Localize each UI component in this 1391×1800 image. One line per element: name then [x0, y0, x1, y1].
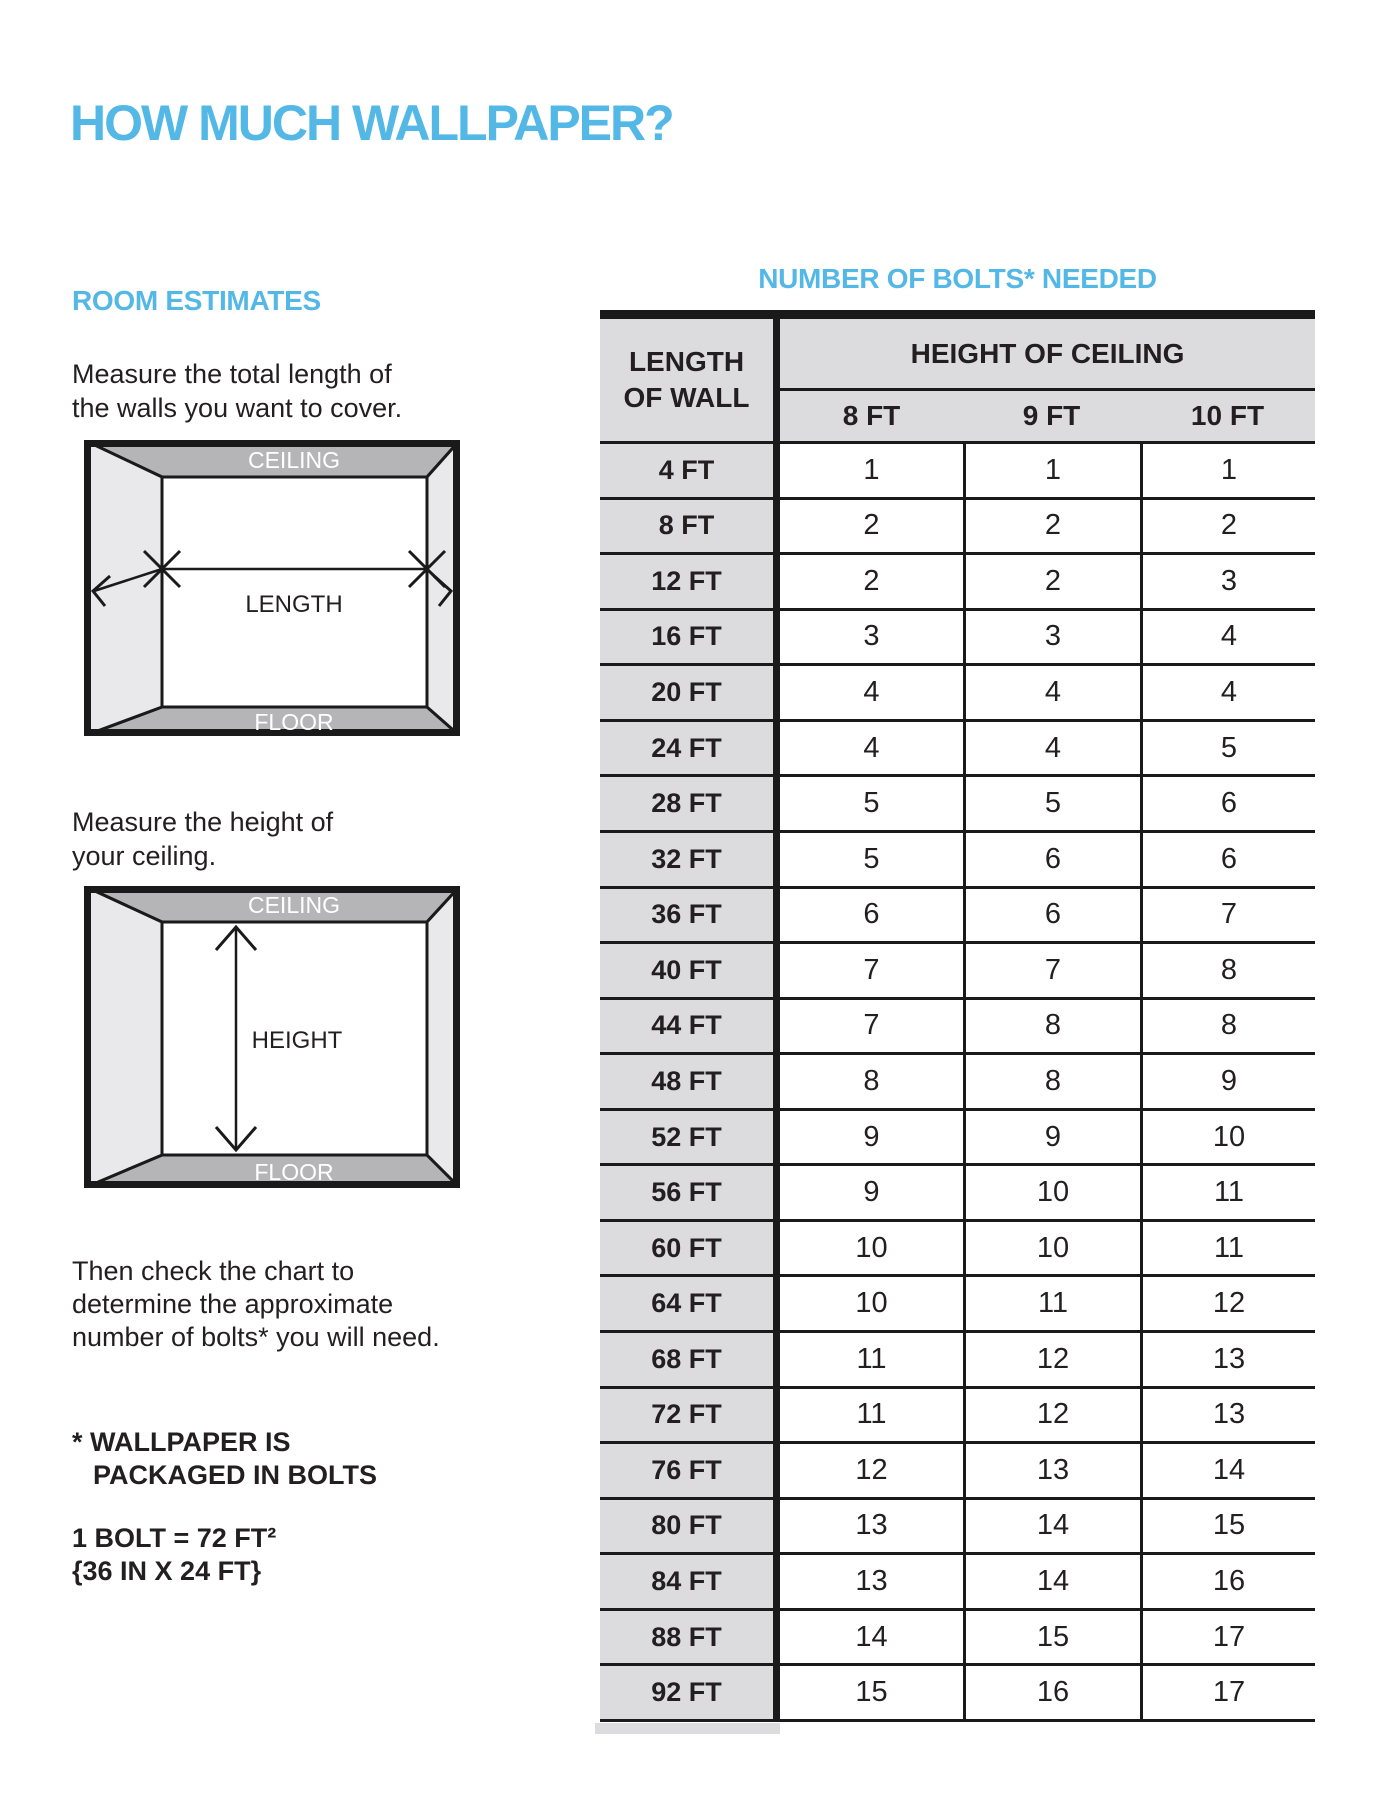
- row-header-wall-length: 8 FT: [600, 500, 780, 556]
- row-header-wall-length: 48 FT: [600, 1055, 780, 1111]
- bolt-count-cell: 10: [780, 1277, 963, 1333]
- bolt-count-cell: 13: [963, 1444, 1140, 1500]
- bolt-count-cell: 15: [780, 1666, 963, 1722]
- column-header-8ft: 8 FT: [780, 391, 963, 444]
- bolt-count-cell: 6: [1140, 833, 1315, 889]
- footnote-line: PACKAGED IN BOLTS: [93, 1460, 378, 1490]
- bolt-count-cell: 7: [963, 944, 1140, 1000]
- instruction-line: Measure the height of: [72, 807, 334, 837]
- bolt-count-cell: 14: [1140, 1444, 1315, 1500]
- bolt-count-cell: 10: [1140, 1111, 1315, 1167]
- instruction-check-chart: [72, 1255, 440, 1354]
- bolt-count-cell: 6: [1140, 777, 1315, 833]
- bolt-count-cell: 13: [780, 1500, 963, 1556]
- row-header-wall-length: 72 FT: [600, 1389, 780, 1445]
- bolt-count-cell: 1: [1140, 444, 1315, 500]
- bolt-count-cell: 11: [963, 1277, 1140, 1333]
- bolt-count-cell: 3: [963, 611, 1140, 667]
- table-heading: NUMBER OF BOLTS* NEEDED: [758, 263, 1157, 294]
- footnote-line: * WALLPAPER IS: [72, 1427, 291, 1457]
- group-header-height-of-ceiling: HEIGHT OF CEILING: [780, 319, 1315, 391]
- bolt-count-cell: 11: [780, 1333, 963, 1389]
- bolt-count-cell: 6: [780, 889, 963, 945]
- bolt-count-cell: 16: [963, 1666, 1140, 1722]
- bolt-equivalence: 1 BOLT = 72 FT²: [72, 1523, 277, 1553]
- instruction-line: number of bolts* you will need.: [72, 1322, 440, 1352]
- bolt-count-cell: 13: [1140, 1333, 1315, 1389]
- column-header-9ft: 9 FT: [963, 391, 1140, 444]
- row-header-wall-length: 20 FT: [600, 666, 780, 722]
- page-title: HOW MUCH WALLPAPER?: [70, 94, 673, 151]
- bolt-count-cell: 8: [963, 1000, 1140, 1056]
- bolt-count-cell: 10: [780, 1222, 963, 1278]
- row-header-wall-length: 44 FT: [600, 1000, 780, 1056]
- row-header-wall-length: 40 FT: [600, 944, 780, 1000]
- bolt-count-cell: 12: [963, 1389, 1140, 1445]
- floor-label: FLOOR: [254, 1159, 334, 1185]
- bolt-count-cell: 4: [963, 722, 1140, 778]
- height-label: HEIGHT: [251, 1027, 343, 1054]
- instruction-line: determine the approximate: [72, 1289, 394, 1319]
- bolt-count-cell: 12: [780, 1444, 963, 1500]
- length-label: LENGTH: [245, 591, 343, 618]
- bolt-count-cell: 5: [780, 777, 963, 833]
- bolt-count-cell: 9: [780, 1166, 963, 1222]
- room-length-diagram: [84, 440, 460, 736]
- bolt-count-cell: 8: [963, 1055, 1140, 1111]
- bolt-count-cell: 2: [780, 555, 963, 611]
- bolt-count-cell: 8: [1140, 944, 1315, 1000]
- bolt-count-cell: 4: [1140, 666, 1315, 722]
- bolt-count-cell: 1: [963, 444, 1140, 500]
- bolt-count-cell: 2: [780, 500, 963, 556]
- section-heading-room-estimates: ROOM ESTIMATES: [72, 285, 321, 317]
- footnote-wallpaper-bolts: [72, 1426, 377, 1492]
- row-header-wall-length: 36 FT: [600, 889, 780, 945]
- instruction-line: Then check the chart to: [72, 1256, 355, 1286]
- bolt-count-cell: 7: [1140, 889, 1315, 945]
- bolt-count-cell: 13: [1140, 1389, 1315, 1445]
- bolt-count-cell: 7: [780, 1000, 963, 1056]
- table-shadow: [595, 1723, 780, 1734]
- bolt-count-cell: 16: [1140, 1555, 1315, 1611]
- bolt-count-cell: 5: [963, 777, 1140, 833]
- row-header-wall-length: 80 FT: [600, 1500, 780, 1556]
- left-wall: [84, 886, 162, 1188]
- bolt-count-cell: 11: [780, 1389, 963, 1445]
- instruction-measure-length: [72, 357, 402, 425]
- row-header-wall-length: 16 FT: [600, 611, 780, 667]
- bolts-table: [600, 310, 1315, 1722]
- bolt-size-info: [72, 1522, 276, 1588]
- bolt-count-cell: 10: [963, 1222, 1140, 1278]
- bolt-count-cell: 11: [1140, 1222, 1315, 1278]
- bolt-count-cell: 2: [963, 555, 1140, 611]
- bolt-count-cell: 14: [963, 1500, 1140, 1556]
- bolt-count-cell: 5: [1140, 722, 1315, 778]
- instruction-line: your ceiling.: [72, 841, 217, 871]
- bolt-count-cell: 10: [963, 1166, 1140, 1222]
- bolt-count-cell: 4: [963, 666, 1140, 722]
- bolt-count-cell: 12: [1140, 1277, 1315, 1333]
- bolt-count-cell: 11: [1140, 1166, 1315, 1222]
- row-header-wall-length: 52 FT: [600, 1111, 780, 1167]
- corner-header-length-of-wall: LENGTH OF WALL: [600, 319, 780, 444]
- column-header-10ft: 10 FT: [1140, 391, 1315, 444]
- bolt-count-cell: 8: [780, 1055, 963, 1111]
- bolt-count-cell: 3: [1140, 555, 1315, 611]
- bolt-count-cell: 4: [780, 666, 963, 722]
- row-header-wall-length: 68 FT: [600, 1333, 780, 1389]
- room-height-diagram: [84, 886, 460, 1188]
- bolt-count-cell: 6: [963, 833, 1140, 889]
- bolt-dimensions: {36 IN X 24 FT}: [72, 1556, 262, 1586]
- bolt-count-cell: 4: [1140, 611, 1315, 667]
- ceiling-label: CEILING: [247, 447, 341, 473]
- row-header-wall-length: 28 FT: [600, 777, 780, 833]
- bolt-count-cell: 14: [963, 1555, 1140, 1611]
- bolt-count-cell: 14: [780, 1611, 963, 1667]
- row-header-wall-length: 88 FT: [600, 1611, 780, 1667]
- row-header-wall-length: 4 FT: [600, 444, 780, 500]
- bolt-count-cell: 2: [1140, 500, 1315, 556]
- instruction-line: Measure the total length of: [72, 359, 392, 389]
- row-header-wall-length: 60 FT: [600, 1222, 780, 1278]
- floor-label: FLOOR: [254, 709, 334, 735]
- bolt-count-cell: 6: [963, 889, 1140, 945]
- row-header-wall-length: 64 FT: [600, 1277, 780, 1333]
- bolt-count-cell: 2: [963, 500, 1140, 556]
- row-header-wall-length: 76 FT: [600, 1444, 780, 1500]
- bolt-count-cell: 9: [1140, 1055, 1315, 1111]
- bolt-count-cell: 15: [963, 1611, 1140, 1667]
- instruction-measure-height: [72, 805, 333, 873]
- row-header-wall-length: 24 FT: [600, 722, 780, 778]
- bolt-count-cell: 9: [780, 1111, 963, 1167]
- bolt-count-cell: 13: [780, 1555, 963, 1611]
- bolt-count-cell: 7: [780, 944, 963, 1000]
- bolt-count-cell: 17: [1140, 1611, 1315, 1667]
- ceiling-label: CEILING: [247, 892, 341, 918]
- bolt-count-cell: 9: [963, 1111, 1140, 1167]
- bolt-count-cell: 4: [780, 722, 963, 778]
- instruction-line: the walls you want to cover.: [72, 393, 403, 423]
- bolt-count-cell: 15: [1140, 1500, 1315, 1556]
- row-header-wall-length: 56 FT: [600, 1166, 780, 1222]
- row-header-wall-length: 12 FT: [600, 555, 780, 611]
- row-header-wall-length: 32 FT: [600, 833, 780, 889]
- bolt-count-cell: 3: [780, 611, 963, 667]
- bolt-count-cell: 12: [963, 1333, 1140, 1389]
- bolt-count-cell: 5: [780, 833, 963, 889]
- row-header-wall-length: 84 FT: [600, 1555, 780, 1611]
- bolt-count-cell: 8: [1140, 1000, 1315, 1056]
- bolt-count-cell: 1: [780, 444, 963, 500]
- row-header-wall-length: 92 FT: [600, 1666, 780, 1722]
- bolt-count-cell: 17: [1140, 1666, 1315, 1722]
